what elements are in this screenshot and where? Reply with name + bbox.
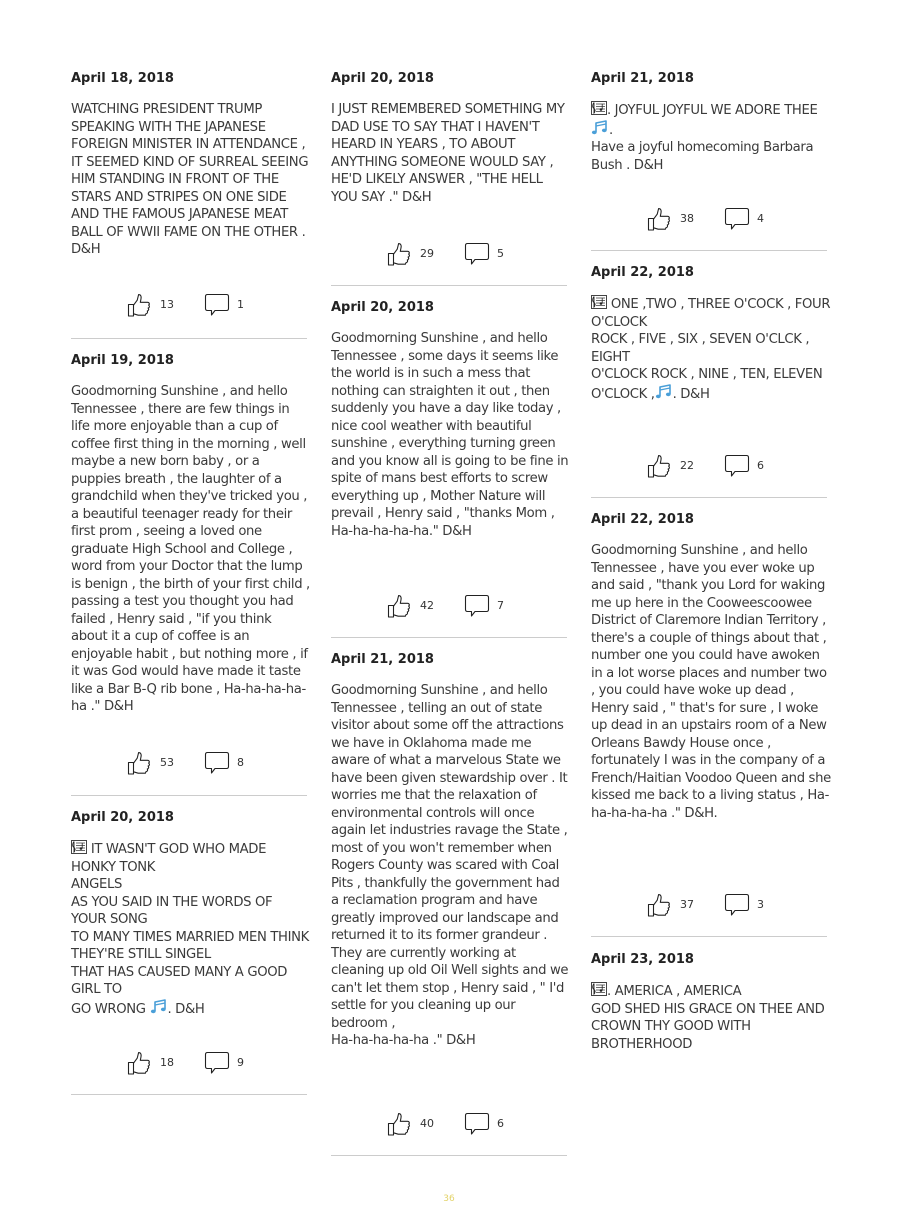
likes-count: 13 (160, 298, 174, 311)
post-divider (71, 338, 307, 339)
post-divider (71, 1094, 307, 1095)
comment-icon[interactable] (724, 454, 750, 478)
comments-count: 4 (757, 212, 764, 225)
post-text (591, 295, 831, 403)
thumbs-up-icon[interactable] (386, 1111, 412, 1137)
post-actions (331, 1111, 567, 1137)
likes-count: 22 (680, 459, 694, 472)
music-notes-icon (150, 999, 168, 1015)
thumbs-up-icon[interactable] (646, 892, 672, 918)
likes-count: 29 (420, 247, 434, 260)
thumbs-up-icon[interactable] (386, 593, 412, 619)
thumbs-up-icon[interactable] (126, 1050, 152, 1076)
comments-count: 8 (237, 756, 244, 769)
comments-count: 9 (237, 1056, 244, 1069)
post-actions (71, 1050, 307, 1076)
post-actions (591, 453, 827, 479)
post-date: April 22, 2018 (591, 512, 694, 527)
likes-count: 42 (420, 599, 434, 612)
post-text (71, 840, 311, 1018)
music-score-icon (591, 295, 607, 309)
post-date: April 21, 2018 (591, 71, 694, 86)
post-date: April 18, 2018 (71, 71, 174, 86)
post-text: I JUST REMEMBERED SOMETHING MY DAD USE TO SAY THAT I HAVEN'T HEARD IN YEARS , TO ABOUT ANYTHING SOMEONE WOULD SAY , HE'D LIKELY ANSWER , "THE HELL YOU SAY ." D&H (331, 102, 565, 205)
post-divider (331, 637, 567, 638)
music-score-icon (591, 982, 607, 996)
post-divider (331, 1155, 567, 1156)
post-text: WATCHING PRESIDENT TRUMP SPEAKING WITH THE JAPANESE FOREIGN MINISTER IN ATTENDANCE , IT SEEMED KIND OF SURREAL SEEING HIM STANDING IN FRONT OF THE STARS AND STRIPES ON ONE SIDE AND THE FAMOUS JAPANESE MEAT BALL OF WWII FAME ON THE OTHER . D&H (71, 102, 309, 257)
post-text-content: . JOYFUL JOYFUL WE ADORE THEE (607, 103, 818, 118)
post-text (591, 982, 831, 1053)
comment-icon[interactable] (464, 1112, 490, 1136)
comments-count: 7 (497, 599, 504, 612)
post-date: April 19, 2018 (71, 353, 174, 368)
thumbs-up-icon[interactable] (646, 206, 672, 232)
thumbs-up-icon[interactable] (386, 241, 412, 267)
post-text: Goodmorning Sunshine , and hello Tennessee , telling an out of state visitor about some off the attractions we have in Oklahoma made me aware of what a marvelous State we have been given stewardship over . It worries me that the relaxation of environmental controls will once again let industries ravage the State , most of you won't remember when Rogers County was scared with Coal Pits , thankfully the government had a reclamation program and have greatly improved our landscape and returned it to its former grandeur . They are currently working at cleaning up old Oil Well sights and we can't let them stop , Henry said , " I'd settle for you cleaning up our bedroom , Ha-ha-ha-ha-ha ." D&H (331, 683, 569, 1048)
post-actions (71, 292, 307, 318)
comment-icon[interactable] (724, 207, 750, 231)
post-text-content: . AMERICA , AMERICA GOD SHED HIS GRACE ON THEE AND CROWN THY GOOD WITH BROTHERHOOD (591, 984, 825, 1052)
comments-count: 1 (237, 298, 244, 311)
comments-count: 6 (497, 1117, 504, 1130)
thumbs-up-icon[interactable] (646, 453, 672, 479)
likes-count: 38 (680, 212, 694, 225)
post-date: April 21, 2018 (331, 652, 434, 667)
comment-icon[interactable] (464, 242, 490, 266)
comments-count: 6 (757, 459, 764, 472)
page-number: 36 (443, 1194, 455, 1204)
likes-count: 40 (420, 1117, 434, 1130)
comment-icon[interactable] (204, 751, 230, 775)
comment-icon[interactable] (204, 1051, 230, 1075)
post-actions (71, 750, 307, 776)
post-text: Goodmorning Sunshine , and hello Tennessee , there are few things in life more enjoyable than a cup of coffee first thing in the morning , well maybe a new born baby , or a puppies breath , the laughter of a grandchild when they've tricked you , a beautiful teenager ready for their first prom , seeing a loved one graduate High School and College , word from your Doctor that the lump is benign , the birth of your first child , passing a test you thought you had failed , Henry said , "if you think about it a cup of coffee is an enjoyable habit , but nothing more , if it was God would have made it taste like a Bar B-Q rib bone , Ha-ha-ha-ha-ha ." D&H (71, 384, 310, 714)
music-score-icon (591, 101, 607, 115)
post-date: April 22, 2018 (591, 265, 694, 280)
post-actions (331, 241, 567, 267)
comment-icon[interactable] (204, 293, 230, 317)
likes-count: 37 (680, 898, 694, 911)
post-text: Goodmorning Sunshine , and hello Tennessee , have you ever woke up and said , "thank you Lord for waking me up here in the Cooweescoowee District of Claremore Indian Territory , there's a couple of things about that , number one you could have awoken in a lot worse places and number two , you could have woke up dead , Henry said , " that's for sure , I woke up dead in an upstairs room of a New Orleans Bawdy House once , fortunately I was in the company of a French/Haitian Voodoo Queen and she kissed me back to a living status , Ha-ha-ha-ha-ha ." D&H. (591, 543, 831, 821)
post-actions (331, 593, 567, 619)
post-text (591, 101, 831, 174)
post-divider (591, 936, 827, 937)
post-date: April 20, 2018 (71, 810, 174, 825)
music-score-icon (71, 840, 87, 854)
post-text-content: IT WASN'T GOD WHO MADE HONKY TONK ANGELS AS YOU SAID IN THE WORDS OF YOUR SONG TO MANY TIMES MARRIED MEN THINK THEY'RE STILL SINGEL THAT HAS CAUSED MANY A GOOD GIRL TO GO WRONG (71, 842, 309, 1017)
likes-count: 53 (160, 756, 174, 769)
comments-count: 5 (497, 247, 504, 260)
post-date: April 20, 2018 (331, 71, 434, 86)
post-text-end: . Have a joyful homecoming Barbara Bush . D&H (591, 122, 814, 173)
post-text-end: . D&H (672, 386, 710, 402)
comment-icon[interactable] (724, 893, 750, 917)
post-divider (71, 795, 307, 796)
post-text-content: ONE ,TWO , THREE O'COCK , FOUR O'CLOCK ROCK , FIVE , SIX , SEVEN O'CLCK , EIGHT O'CLOCK ROCK , NINE , TEN, ELEVEN O'CLOCK , (591, 297, 831, 402)
post-actions (591, 892, 827, 918)
post-divider (591, 497, 827, 498)
post-date: April 23, 2018 (591, 952, 694, 967)
post-date: April 20, 2018 (331, 300, 434, 315)
post-text: Goodmorning Sunshine , and hello Tennessee , some days it seems like the world is in such a mess that nothing can straighten it out , then suddenly you have a day like today , nice cool weather with beautiful sunshine , everything turning green and you know all is going to be fine in spite of mans best efforts to screw everything up , Mother Nature will prevail , Henry said , "thanks Mom , Ha-ha-ha-ha-ha." D&H (331, 331, 569, 539)
post-divider (591, 250, 827, 251)
post-text-end: . D&H (167, 1001, 205, 1017)
comments-count: 3 (757, 898, 764, 911)
likes-count: 18 (160, 1056, 174, 1069)
post-divider (331, 285, 567, 286)
thumbs-up-icon[interactable] (126, 292, 152, 318)
music-notes-icon (591, 120, 609, 136)
comment-icon[interactable] (464, 594, 490, 618)
music-notes-icon (655, 384, 673, 400)
post-actions (591, 206, 827, 232)
thumbs-up-icon[interactable] (126, 750, 152, 776)
